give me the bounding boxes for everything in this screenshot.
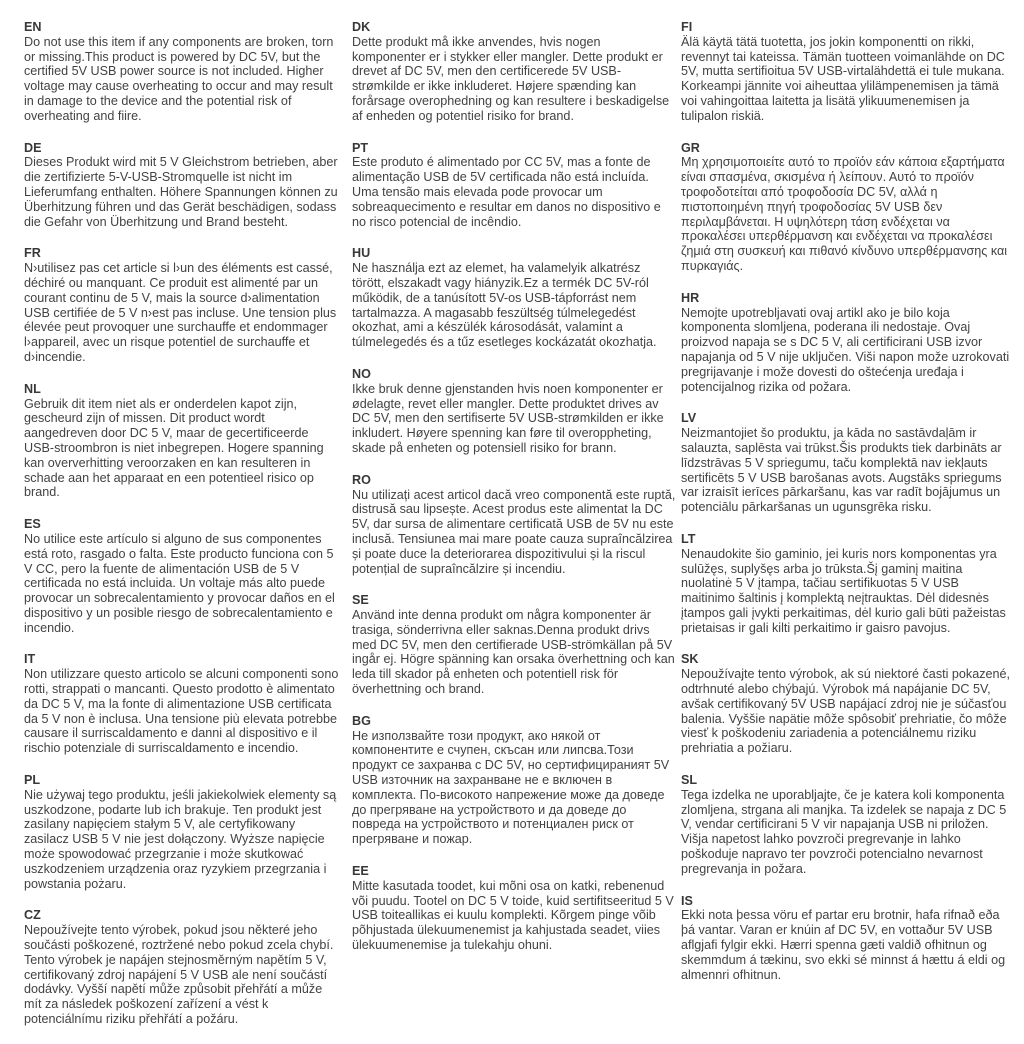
- warning-section-pt: [352, 141, 676, 230]
- language-code-nl: NL: [24, 381, 41, 396]
- warning-section-nl: [24, 382, 340, 500]
- language-code-lt: LT: [681, 531, 696, 546]
- warning-text-is: Ekki nota þessa vöru ef partar eru brotnir, hafa rifnað eða þá vantar. Varan er knúin af DC 5V, en vottaður 5V USB aflgjafi fylgir ekki. Hærri spenna gæti valdið ofhitnun og skemmdum á tækinu, svo ekki sé minnst á hættu á eldi og almennri ofhitnun.: [681, 908, 1006, 982]
- warning-text-cz: Nepoužívejte tento výrobek, pokud jsou některé jeho součásti poškozené, roztržené nebo pokud zcela chybí. Tento výrobek je napájen stejnosměrným napětím 5 V, certifikovaný zdroj napájení 5 V USB ale není součástí dodávky. Vyšší napětí může způsobit přehřátí a může mít za následek poškození zařízení a vést k potenciálnímu riziku přehřátí a požáru.: [24, 923, 334, 1027]
- warning-section-fi: [681, 20, 1011, 124]
- language-code-is: IS: [681, 893, 693, 908]
- warning-text-it: Non utilizzare questo articolo se alcuni componenti sono rotti, strappati o mancanti. Questo prodotto è alimentato da DC 5 V, ma la fonte di alimentazione USB certificata da 5 V non è inclusa. Una tensione più elevata potrebbe causare il surriscaldamento e danni al dispositivo e il rischio potenziale di surriscaldamento e incendio.: [24, 667, 339, 756]
- language-code-fi: FI: [681, 20, 693, 34]
- warning-text-se: Använd inte denna produkt om några komponenter är trasiga, sönderrivna eller saknas.Denna produkt drivs med DC 5V, men den certifierade USB-strömkällan på 5V ingår ej. Högre spänning kan orsaka överhettning och kan leda till skador på enheten och potentiell risk för överhettning och brand.: [352, 608, 675, 697]
- warning-text-dk: Dette produkt må ikke anvendes, hvis nogen komponenter er i stykker eller mangler. Dette produkt er drevet af DC 5V, men den certificerede 5V USB-strømkilde er ikke inkluderet. Højere spænding kan forårsage overophedning og kan resultere i beskadigelse af enheden og potentiel risiko for brand.: [352, 34, 670, 123]
- warning-section-pl: [24, 773, 340, 891]
- warning-section-dk: [352, 20, 676, 124]
- warning-section-no: [352, 367, 676, 456]
- language-code-bg: BG: [352, 713, 371, 728]
- language-code-cz: CZ: [24, 908, 41, 923]
- warning-text-gr: Μη χρησιμοποιείτε αυτό το προϊόν εάν κάποια εξαρτήματα είναι σπασμένα, σκισμένα ή λείπουν. Αυτό το προϊόν τροφοδοτείται από τροφοδοσία DC 5V, αλλά η πιστοποιημένη πηγή τροφοδοσίας 5V USB δεν περιλαμβάνεται. Η υψηλότερη τάση ενδέχεται να προκαλέσει υπερθέρμανση και ενδέχεται να προκαλέσει ζημιά στη συσκευή και πιθανό κίνδυνο υπερθέρμανσης και πυρκαγιάς.: [681, 155, 1008, 273]
- language-code-se: SE: [352, 593, 369, 608]
- language-code-pt: PT: [352, 140, 369, 155]
- warning-section-hu: [352, 246, 676, 350]
- warning-text-no: Ikke bruk denne gjenstanden hvis noen komponenter er ødelagte, revet eller mangler. Dette produktet drives av DC 5V, men den sertifiserte 5V USB-strømkilden er ikke inkludert. Høyere spenning kan føre til overoppheting, skade på enheten og potensiell risiko for brann.: [352, 381, 664, 455]
- warning-section-es: [24, 517, 340, 635]
- language-code-dk: DK: [352, 20, 371, 34]
- warning-text-ro: Nu utilizați acest articol dacă vreo componentă este ruptă, distrusă sau lipsește. Acest produs este alimentat la DC 5V, dar sursa de alimentare certificată USB de 5V nu este inclusă. Tensiunea mai mare poate cauza supraîncălzirea și poate duce la deteriorarea dispozitivului și la riscul potențial de supraîncălzire și incendiu.: [352, 487, 676, 576]
- language-code-pl: PL: [24, 773, 41, 788]
- warning-text-en: Do not use this item if any components are broken, torn or missing.This product is powered by DC 5V, but the certified 5V USB power source is not included. Higher voltage may cause overheating to occur and may result in damage to the device and the potential risk of overheating and fiire.: [24, 34, 334, 123]
- language-code-hu: HU: [352, 246, 371, 261]
- warning-text-pt: Este produto é alimentado por CC 5V, mas a fonte de alimentação USB de 5V certificada não está incluída. Uma tensão mais elevada pode provocar um sobreaquecimento e resultar em danos no dispositivo e no risco potencial de incêndio.: [352, 155, 661, 229]
- warning-column-1: [24, 20, 340, 1044]
- warning-column-3: [681, 20, 1011, 999]
- language-code-es: ES: [24, 517, 41, 532]
- warning-section-se: [352, 593, 676, 697]
- warning-text-hr: Nemojte upotrebljavati ovaj artikl ako je bilo koja komponenta slomljena, poderana ili nedostaje. Ovaj proizvod napaja se s DC 5 V, ali certificirani USB izvor napajanja od 5 V nije uključen. Viši napon može uzrokovati pregrijavanje i može dovesti do oštećenja uređaja i potencijalnog rizika od požara.: [681, 305, 1010, 394]
- warning-section-sl: [681, 773, 1011, 877]
- warning-section-ro: [352, 473, 676, 577]
- warning-section-hr: [681, 291, 1011, 395]
- warning-section-sk: [681, 652, 1011, 756]
- warning-section-lv: [681, 411, 1011, 515]
- warning-section-is: [681, 894, 1011, 983]
- warning-text-ee: Mitte kasutada toodet, kui mõni osa on katki, rebenenud või puudu. Tootel on DC 5 V toide, kuid sertifitseeritud 5 V USB toiteallikas ei kuulu komplekti. Kõrgem pinge võib põhjustada ülekuumenemist ja kahjustada seadet, viies ülekuumenemise ja tulekahju ohuni.: [352, 878, 674, 953]
- language-code-fr: FR: [24, 246, 41, 261]
- language-code-en: EN: [24, 20, 42, 34]
- warning-text-sk: Nepoužívajte tento výrobok, ak sú niektoré časti pokazené, odtrhnuté alebo chýbajú. Výrobok má napájanie DC 5V, avšak certifikovaný 5V USB napájací zdroj nie je súčasťou balenia. Vyššie napätie môže spôsobiť prehriatie, čo môže viesť k poškodeniu zariadenia a potenciálnemu riziku prehriatia a požiaru.: [681, 667, 1011, 756]
- warning-section-gr: [681, 141, 1011, 274]
- language-code-de: DE: [24, 140, 42, 155]
- warning-section-de: [24, 141, 340, 230]
- warning-section-en: [24, 20, 340, 124]
- warning-text-de: Dieses Produkt wird mit 5 V Gleichstrom betrieben, aber die zertifizierte 5-V-USB-Stromquelle ist nicht im Lieferumfang enthalten. Höhere Spannungen können zu Überhitzung führen und das Gerät beschädigen, sodass die Gefahr von Überhitzung und Brand besteht.: [24, 155, 338, 229]
- warning-text-fr: N›utilisez pas cet article si l›un des éléments est cassé, déchiré ou manquant. Ce produit est alimenté par un courant continu de 5 V, mais la source d›alimentation USB certifiée de 5 V n›est pas incluse. Une tension plus élevée peut provoquer une surchauffe et endommager l›appareil, avec un risque potentiel de surchauffe et d›incendie.: [24, 261, 337, 364]
- language-code-sl: SL: [681, 773, 698, 788]
- warning-section-ee: [352, 864, 676, 953]
- warning-text-lv: Neizmantojiet šo produktu, ja kāda no sastāvdaļām ir salauzta, saplēsta vai trūkst.Šis produkts tiek darbināts ar līdzstrāvas 5 V spriegumu, taču komplektā nav iekļauts sertificēts 5 V USB barošanas avots. Augstāks spriegums var izraisīt ierīces pārkaršanu, kas var radīt bojājumus un potenciālu pārkaršanas un ugunsgrēka risku.: [681, 426, 1002, 515]
- language-code-no: NO: [352, 366, 371, 381]
- warning-section-fr: [24, 246, 340, 364]
- language-code-hr: HR: [681, 290, 700, 305]
- language-code-ro: RO: [352, 472, 371, 487]
- warning-text-sl: Tega izdelka ne uporabljajte, če je katera koli komponenta zlomljena, strgana ali manjka. Ta izdelek se napaja z DC 5 V, vendar certificirani 5 V vir napajanja USB ni priložen. Višja napetost lahko povzroči pregrevanje in lahko poškoduje napravo ter povzroči potencialno nevarnost pregrevanja in požara.: [681, 787, 1007, 876]
- warning-section-bg: [352, 714, 676, 847]
- warning-text-hu: Ne használja ezt az elemet, ha valamelyik alkatrész törött, elszakadt vagy hiányzik.Ez a termék DC 5V-ról működik, de a tanúsított 5V-os USB-tápforrást nem tartalmazza. A magasabb feszültség túlmelegedést okozhat, ami a készülék károsodását, valamint a túlmelegedés és a tűz esetleges kockázatát okozhatja.: [352, 261, 657, 350]
- warning-column-2: [352, 20, 676, 970]
- language-code-sk: SK: [681, 652, 699, 667]
- warning-text-nl: Gebruik dit item niet als er onderdelen kapot zijn, gescheurd zijn of missen. Dit product wordt aangedreven door DC 5 V, maar de gecertificeerde USB-stroombron is niet inbegrepen. Hogere spanning kan oververhitting veroorzaken en kan resulteren in schade aan het apparaat en een potentieel risico op brand.: [24, 396, 324, 500]
- warning-text-es: No utilice este artículo si alguno de sus componentes está roto, rasgado o falta. Este producto funciona con 5 V CC, pero la fuente de alimentación USB de 5 V certificada no está incluida. Un voltaje más alto puede provocar un sobrecalentamiento y provocar daños en el dispositivo y un posible riesgo de sobrecalentamiento e incendio.: [24, 531, 335, 635]
- warning-text-fi: Älä käytä tätä tuotetta, jos jokin komponentti on rikki, revennyt tai kateissa. Tämän tuotteen voimanlähde on DC 5V, mutta sertifioitua 5V USB-virtalähdettä ei tule mukana. Korkeampi jännite voi aiheuttaa ylilämpenemisen ja tämä voi vahingoittaa laitetta ja lisätä ylikuumenemisen ja tulipalon riskiä.: [681, 34, 1005, 123]
- language-code-lv: LV: [681, 411, 697, 426]
- warning-section-cz: [24, 908, 340, 1026]
- warning-text-pl: Nie używaj tego produktu, jeśli jakiekolwiek elementy są uszkodzone, podarte lub ich brakuje. Ten produkt jest zasilany napięciem stałym 5 V, ale certyfikowany zasilacz USB 5 V nie jest dołączony. Wyższe napięcie może spowodować przegrzanie i może skutkować uszkodzeniem urządzenia oraz ryzykiem przegrzania i powstania pożaru.: [24, 787, 337, 891]
- warning-text-bg: Не използвайте този продукт, ако някой от компонентите е счупен, скъсан или липсва.Този продукт се захранва с DC 5V, но сертифицираният 5V USB източник на захранване не е включен в комплекта. По-високото напрежение може да доведе до прегряване на устройството и да доведе до повреда на устройството и потенциален риск от прегряване и пожар.: [352, 728, 670, 847]
- warning-section-lt: [681, 532, 1011, 636]
- language-code-ee: EE: [352, 864, 369, 879]
- warning-text-lt: Nenaudokite šio gaminio, jei kuris nors komponentas yra sulūžęs, suplyšęs arba jo trūksta.Šį gaminį maitina nuolatinė 5 V įtampa, tačiau sertifikuotas 5 V USB maitinimo šaltinis į komplektą neįtrauktas. Dėl didesnės įtampos gali įvykti perkaitimas, dėl kurio gali būti pažeistas prietaisas ir gali kilti perkaitimo ir gaisro pavojus.: [681, 546, 1006, 635]
- warning-section-it: [24, 652, 340, 756]
- language-code-it: IT: [24, 652, 36, 667]
- language-code-gr: GR: [681, 140, 700, 155]
